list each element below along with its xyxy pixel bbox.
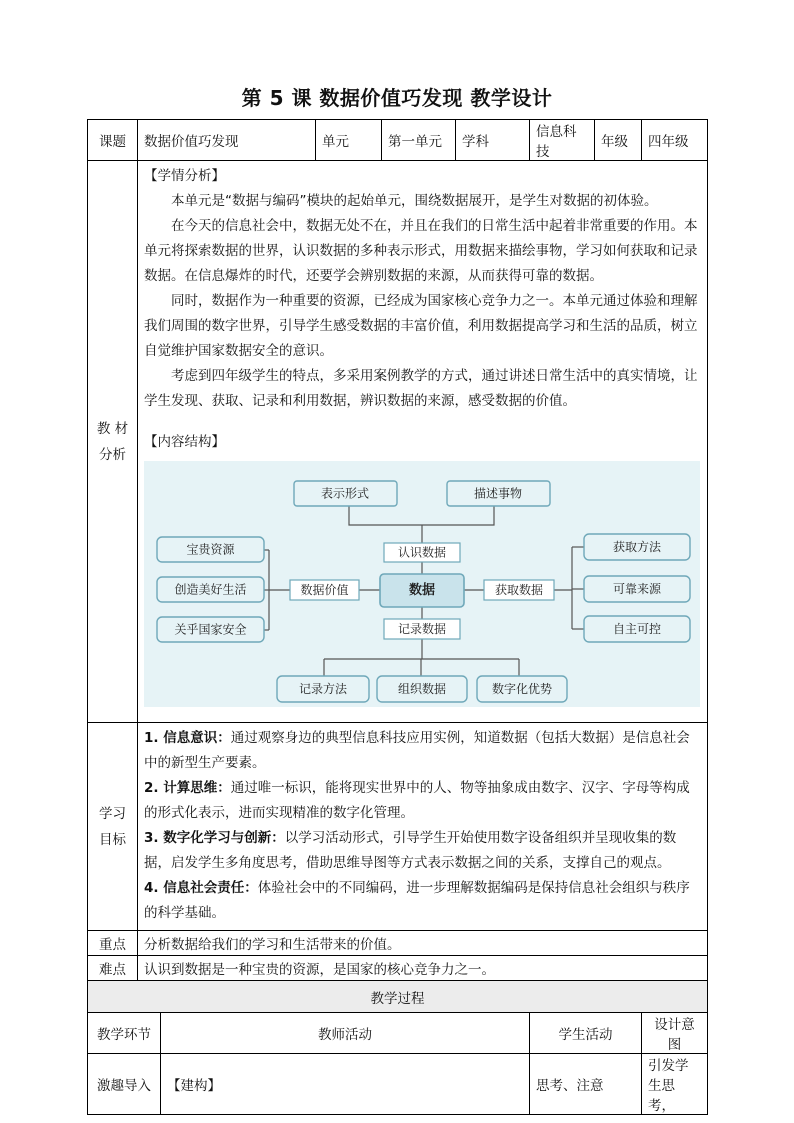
process-header: 设计意图 xyxy=(642,1013,708,1054)
analysis-row xyxy=(88,161,708,723)
process-cell: 激趣导入 xyxy=(88,1054,161,1115)
key-point-label: 重点 xyxy=(88,931,138,956)
diagram-node-left: 宝贵资源 xyxy=(186,542,235,557)
header-row xyxy=(88,120,708,161)
grade-label: 年级 xyxy=(595,120,642,161)
goal-item: 3. 数字化学习与创新：以学习活动形式，引导学生开始使用数字设备组织并呈现收集的数据，启发学生多角度思考，借助思维导图等方式表示数据之间的关系，支撑自己的观点。 xyxy=(144,830,677,871)
diagram-node-top: 表示形式 xyxy=(320,486,370,501)
analysis-label xyxy=(88,161,138,723)
topic-label: 课题 xyxy=(88,120,138,161)
subject-label: 学科 xyxy=(456,120,530,161)
analysis-paragraph: 考虑到四年级学生的特点，多采用案例教学的方式，通过讲述日常生活中的真实情境，让学生发现、获取、记录和利用数据，辨识数据的来源，感受数据的价值。 xyxy=(144,368,698,409)
analysis-label-text: 教 材分析 xyxy=(96,420,129,463)
diagram-node-left: 关乎国家安全 xyxy=(174,622,247,637)
process-row xyxy=(88,1054,708,1115)
difficulty-row xyxy=(88,956,708,981)
diagram-node-left: 创造美好生活 xyxy=(174,582,247,597)
difficulty-text: 认识到数据是一种宝贵的资源，是国家的核心竞争力之一。 xyxy=(138,956,708,981)
goals-content xyxy=(138,723,708,931)
process-cell: 【建构】 xyxy=(161,1054,530,1115)
process-header: 学生活动 xyxy=(530,1013,642,1054)
goals-row xyxy=(88,723,708,931)
diagram-node-right: 获取方法 xyxy=(612,540,662,554)
process-header: 教学环节 xyxy=(88,1013,161,1054)
diagram-connector-right: 获取数据 xyxy=(494,583,544,597)
goals-label-text: 学习目标 xyxy=(99,805,126,848)
analysis-paragraph: 同时，数据作为一种重要的资源，已经成为国家核心竞争力之一。本单元通过体验和理解我们周围的数字世界，引导学生感受数据的丰富价值，利用数据提高学习和生活的品质，树立自觉维护国家数据安全的意识。 xyxy=(144,293,698,359)
process-title-row xyxy=(88,981,708,1013)
document-title: 第 5 课 数据价值巧发现 教学设计 xyxy=(241,86,553,110)
diagram-node-right: 可靠来源 xyxy=(612,582,662,596)
goal-item: 2. 计算思维：通过唯一标识，能将现实世界中的人、物等抽象成由数字、汉字、字母等构成的形式化表示，进而实现精准的数字化管理。 xyxy=(144,780,690,821)
unit-label: 单元 xyxy=(316,120,382,161)
diagram-node-right: 自主可控 xyxy=(612,622,662,636)
analysis-content xyxy=(138,161,708,723)
lesson-plan-table xyxy=(87,119,708,1115)
process-cell: 思考、注意 xyxy=(530,1054,642,1115)
key-point-text: 分析数据给我们的学习和生活带来的价值。 xyxy=(138,931,708,956)
difficulty-label: 难点 xyxy=(88,956,138,981)
process-cell: 引发学生思考， xyxy=(642,1054,708,1115)
key-point-row xyxy=(88,931,708,956)
section-title-structure: 【内容结构】 xyxy=(144,434,225,450)
goal-item: 4. 信息社会责任：体验社会中的不同编码，进一步理解数据编码是保持信息社会组织与秩序的科学基础。 xyxy=(144,880,690,921)
goals-label xyxy=(88,723,138,931)
process-header: 教师活动 xyxy=(161,1013,530,1054)
diagram-node-bottom: 组织数据 xyxy=(397,682,447,696)
grade-value: 四年级 xyxy=(642,120,708,161)
diagram-connector-top: 认识数据 xyxy=(397,545,447,560)
diagram-node-bottom: 数字化优势 xyxy=(491,682,553,696)
process-header-row xyxy=(88,1013,708,1054)
subject-value: 信息科技 xyxy=(530,120,595,161)
topic-value: 数据价值巧发现 xyxy=(138,120,316,161)
diagram-connector-left: 数据价值 xyxy=(300,583,349,597)
unit-value: 第一单元 xyxy=(382,120,456,161)
diagram-connector-bottom: 记录数据 xyxy=(397,622,447,636)
diagram-node-bottom: 记录方法 xyxy=(298,682,348,696)
content-structure-diagram xyxy=(144,461,700,707)
analysis-paragraph: 在今天的信息社会中，数据无处不在，并且在我们的日常生活中起着非常重要的作用。本单元将探索数据的世界，认识数据的多种表示形式，用数据来描绘事物，学习如何获取和记录数据。在信息爆炸的时代，还要学会辨别数据的来源，从而获得可靠的数据。 xyxy=(144,218,698,284)
diagram-center-node: 数据 xyxy=(408,583,436,598)
diagram-node-top: 描述事物 xyxy=(473,486,523,501)
section-title-learning: 【学情分析】 xyxy=(144,168,225,184)
process-title: 教学过程 xyxy=(88,981,708,1013)
goal-item: 1. 信息意识：通过观察身边的典型信息科技应用实例，知道数据（包括大数据）是信息社会中的新型生产要素。 xyxy=(144,730,690,771)
analysis-paragraph: 本单元是“数据与编码”模块的起始单元，围绕数据展开，是学生对数据的初体验。 xyxy=(171,193,658,209)
